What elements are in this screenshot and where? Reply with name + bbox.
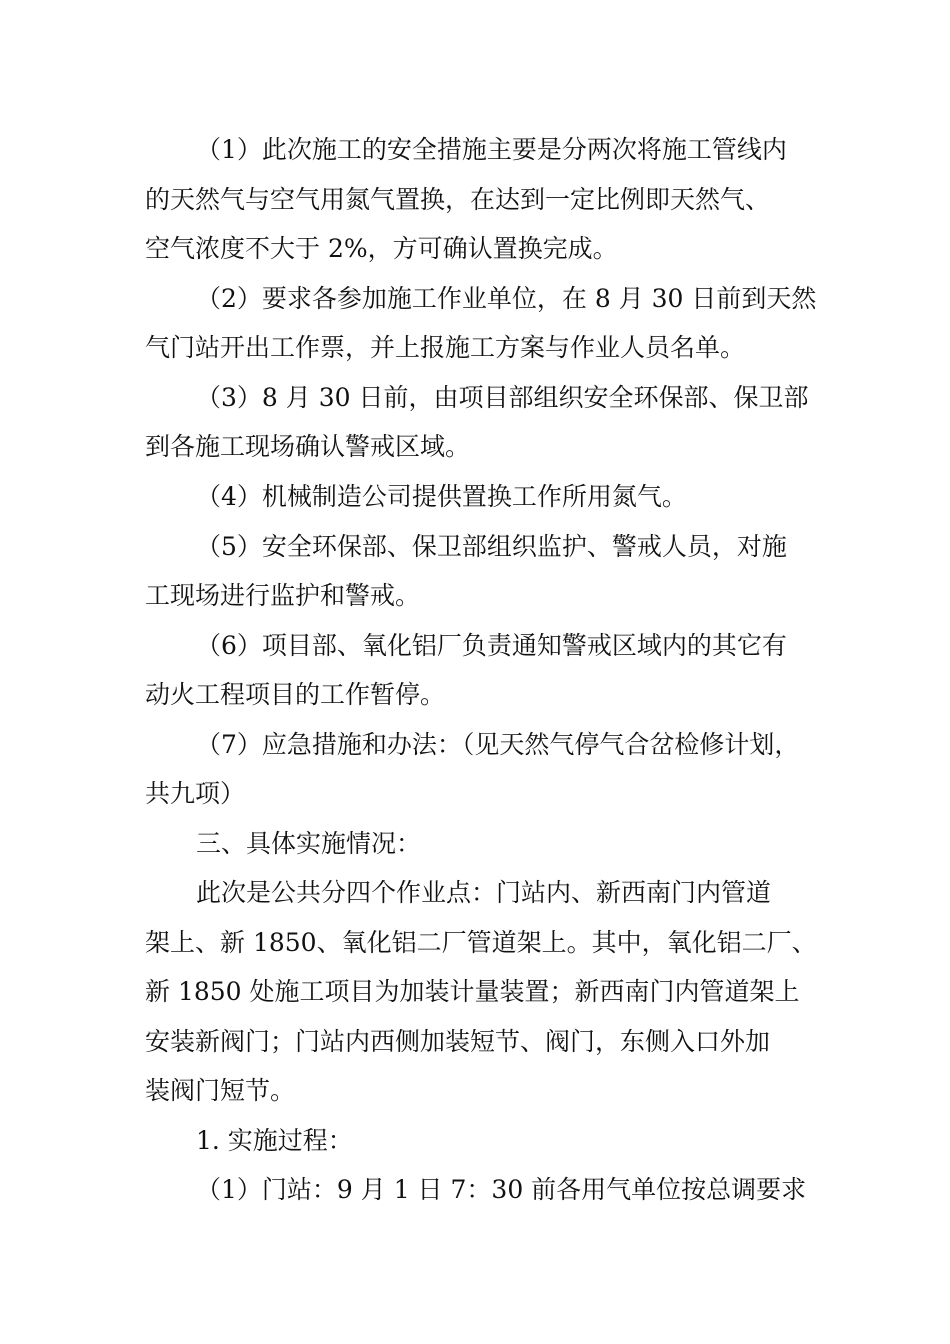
paragraph-line: 安装新阀门；门站内西侧加装短节、阀门，东侧入口外加 — [145, 1027, 771, 1056]
paragraph-line: 新 1850 处施工项目为加装计量装置；新西南门内管道架上 — [145, 977, 800, 1006]
paragraph-line: 空气浓度不大于 2%，方可确认置换完成。 — [145, 234, 618, 263]
paragraph-line: （3）8 月 30 日前，由项目部组织安全环保部、保卫部 — [196, 383, 809, 412]
section-heading: 三、具体实施情况： — [196, 829, 422, 858]
paragraph-line: 工现场进行监护和警戒。 — [145, 581, 421, 610]
paragraph-line: 架上、新 1850、氧化铝二厂管道架上。其中，氧化铝二厂、 — [145, 928, 817, 957]
paragraph-line: （6）项目部、氧化铝厂负责通知警戒区域内的其它有 — [196, 631, 787, 660]
paragraph-line: （5）安全环保部、保卫部组织监护、警戒人员，对施 — [196, 532, 787, 561]
paragraph-line: （1）此次施工的安全措施主要是分两次将施工管线内 — [196, 135, 787, 164]
paragraph-line: 装阀门短节。 — [145, 1076, 296, 1105]
paragraph-line: 动火工程项目的工作暂停。 — [145, 680, 446, 709]
paragraph-line: 共九项） — [145, 779, 246, 808]
paragraph-line: 气门站开出工作票，并上报施工方案与作业人员名单。 — [145, 333, 746, 362]
subsection-heading: 1. 实施过程： — [196, 1126, 353, 1155]
paragraph-line: 到各施工现场确认警戒区域。 — [145, 432, 471, 461]
paragraph-line: （7）应急措施和办法：（见天然气停气合岔检修计划， — [196, 730, 800, 759]
paragraph-line: （2）要求各参加施工作业单位，在 8 月 30 日前到天然 — [196, 284, 817, 313]
paragraph-line: （1）门站：9 月 1 日 7：30 前各用气单位按总调要求 — [196, 1175, 807, 1204]
paragraph-line: 此次是公共分四个作业点：门站内、新西南门内管道 — [196, 878, 772, 907]
paragraph-line: 的天然气与空气用氮气置换，在达到一定比例即天然气、 — [145, 185, 771, 214]
paragraph-line: （4）机械制造公司提供置换工作所用氮气。 — [196, 482, 687, 511]
